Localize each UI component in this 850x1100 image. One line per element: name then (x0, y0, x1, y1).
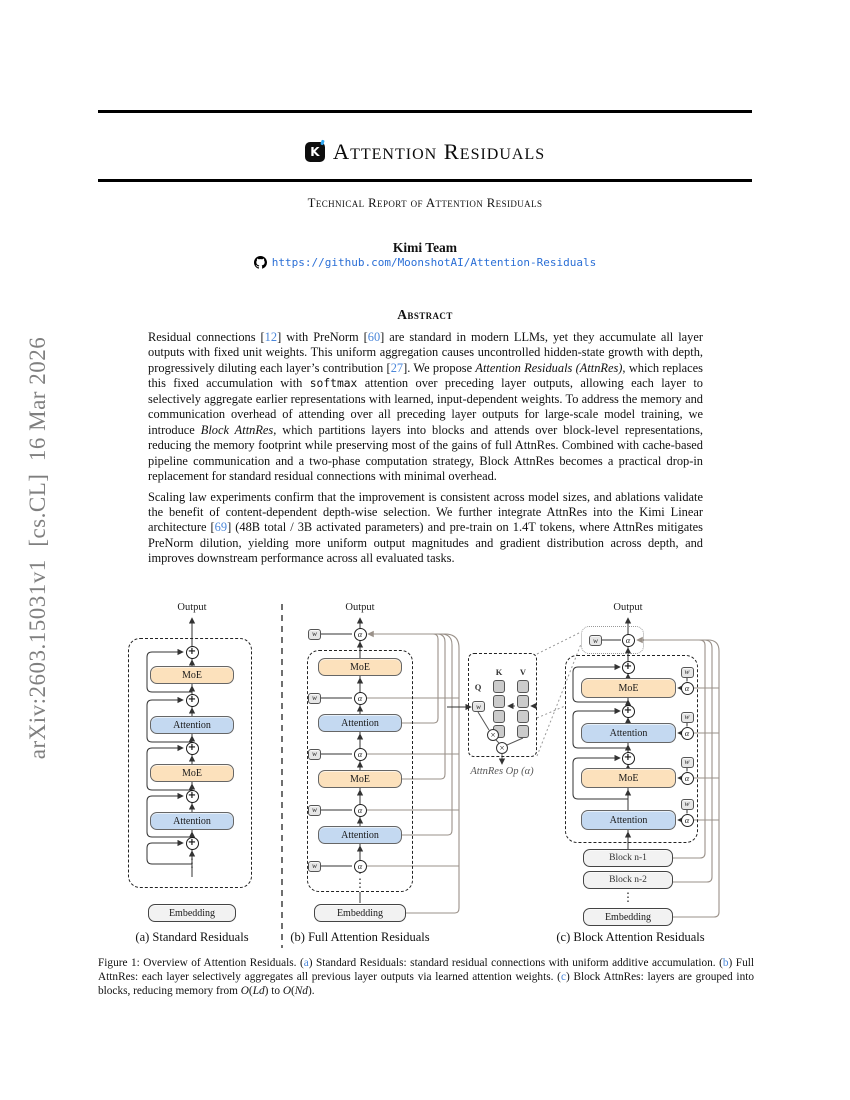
b-attnres-node-5: α (354, 860, 367, 873)
attnres-op-label: AttnRes Op (α) (470, 766, 534, 777)
c-weight-chip-2: w (681, 712, 694, 723)
c-weight-chip-4: w (681, 799, 694, 810)
c-top-attnres-node: α (622, 634, 635, 647)
c-top-weight-chip: w (589, 635, 602, 646)
paper-title: Attention Residuals (332, 139, 546, 164)
c-weight-chip-1: w (681, 667, 694, 678)
a-moe-block-1: MoE (150, 666, 234, 684)
b-output-label: Output (345, 602, 375, 613)
a-attention-block-1: Attention (150, 716, 234, 734)
c-caption: (c) Block Attention Residuals (556, 930, 705, 944)
b-attention-block-2: Attention (318, 826, 402, 844)
title-row (98, 135, 752, 169)
c-attention-block-2: Attention (581, 810, 676, 830)
a-embedding-block: Embedding (148, 904, 236, 922)
c-moe-block-2: MoE (581, 768, 676, 788)
c-attnres-node-2: α (681, 727, 694, 740)
inset-value-cell (517, 710, 529, 723)
inset-key-cell (493, 680, 505, 693)
repo-link[interactable]: https://github.com/MoonshotAI/Attention-Residuals (271, 256, 597, 269)
abstract-heading: Abstract (397, 307, 453, 322)
c-block-n2: Block n-2 (583, 871, 673, 889)
b-weight-chip-1: w (308, 629, 321, 640)
b-attnres-node-2: α (354, 692, 367, 705)
inset-query-weight-chip: w (472, 701, 485, 712)
multiply-icon-av: × (496, 742, 508, 754)
author-name: Kimi Team (392, 240, 458, 255)
c-attention-block-1: Attention (581, 723, 676, 743)
b-attnres-node-3: α (354, 748, 367, 761)
inset-value-cell (517, 725, 529, 738)
c-weight-chip-3: w (681, 757, 694, 768)
abstract-paragraph-1: Residual connections [12] with PreNorm [60] are standard in modern LLMs, yet they accumulate all layer outputs with fixed unit weights. This uniform aggregation causes uncontrolled hidden-state growth with depth, progressively diluting each layer’s contribution [27]. We propose Attention Residuals (AttnRes), which replaces this fixed accumulation with softmax attention over preceding layer outputs, allowing each layer to selectively aggregate earlier representations with learned, input-dependent weights. To address the memory and communication overhead of attending over all preceding layer outputs for large-scale model training, we introduce Block AttnRes, which partitions layers into blocks and attends over block-level representations, reducing the memory footprint while preserving most of the gains of full AttnRes. Combined with cache-based pipeline communication and a two-phase computation strategy, Block AttnRes becomes a practical drop-in replacement for standard residual connections with minimal overhead. (148, 330, 704, 484)
kimi-logo-accent (320, 140, 324, 146)
abstract-body (148, 330, 703, 567)
abstract-paragraph-2: Scaling law experiments confirm that the improvement is consistent across model sizes, and ablations validate the benefit of content-dependent depth-wise selection. We further integrate AttnRes into the Kimi Linear architecture [69] (48B total / 3B activated parameters) and pre-train on 1.4T tokens, where AttnRes mitigates PreNorm dilution, yielding more uniform output magnitudes and gradient distribution across depth, and improves downstream performance across all evaluated tasks. (148, 489, 703, 566)
a-ellipsis: ⋮ (186, 856, 198, 870)
b-weight-chip-4: w (308, 805, 321, 816)
b-caption: (b) Full Attention Residuals (290, 930, 430, 944)
figure-1 (95, 596, 755, 954)
paper-subtitle: Technical Report of Attention Residuals (307, 196, 543, 210)
b-attnres-node-4: α (354, 804, 367, 817)
arxiv-stamp: arXiv:2603.15031v1 [cs.CL] 16 Mar 2026 (25, 336, 50, 760)
c-attnres-node-3: α (681, 772, 694, 785)
inset-v-label: V (519, 667, 527, 677)
inset-q-label: Q (474, 682, 482, 692)
c-ellipsis: ⋮ (622, 890, 634, 904)
a-add-icon-4: + (186, 790, 199, 803)
b-embedding-block: Embedding (314, 904, 406, 922)
c-moe-block-1: MoE (581, 678, 676, 698)
inset-key-cell (493, 695, 505, 708)
a-add-icon-2: + (186, 694, 199, 707)
c-attnres-node-4: α (681, 814, 694, 827)
b-moe-block-2: MoE (318, 770, 402, 788)
kimi-logo-letter: K (310, 145, 320, 159)
a-add-icon-3: + (186, 742, 199, 755)
c-embedding-block: Embedding (583, 908, 673, 926)
c-add-icon-2: + (622, 705, 635, 718)
b-weight-chip-5: w (308, 861, 321, 872)
b-weight-chip-2: w (308, 693, 321, 704)
kimi-logo-icon (305, 142, 325, 162)
repo-link-row (98, 256, 752, 269)
figure-caption: Figure 1: Overview of Attention Residuals. (a) Standard Residuals: standard residual connections with uniform additive accumulation. (b) Full AttnRes: each layer selectively aggregates all previous layer outputs via learned attention weights. (c) Block AttnRes: layers are grouped into blocks, reducing memory from O(Ld) to O(Nd). (98, 957, 755, 997)
c-add-icon-1: + (622, 661, 635, 674)
inset-value-cell (517, 680, 529, 693)
b-attnres-node-1: α (354, 628, 367, 641)
a-caption: (a) Standard Residuals (135, 930, 249, 944)
inset-k-label: K (495, 667, 503, 677)
header-rule-top (98, 110, 752, 113)
multiply-icon-qk: × (487, 729, 499, 741)
c-block-n1: Block n-1 (583, 849, 673, 867)
a-output-label: Output (177, 602, 207, 613)
a-attention-block-2: Attention (150, 812, 234, 830)
b-weight-chip-3: w (308, 749, 321, 760)
a-add-icon-5: + (186, 837, 199, 850)
c-attnres-node-1: α (681, 682, 694, 695)
inset-key-cell (493, 710, 505, 723)
b-attention-block-1: Attention (318, 714, 402, 732)
inset-value-cell (517, 695, 529, 708)
b-moe-block-1: MoE (318, 658, 402, 676)
c-add-icon-3: + (622, 752, 635, 765)
github-icon (254, 256, 267, 269)
b-ellipsis: ⋮ (354, 876, 366, 890)
header-rule-bottom (98, 179, 752, 182)
a-add-icon-1: + (186, 646, 199, 659)
a-moe-block-2: MoE (150, 764, 234, 782)
c-output-label: Output (613, 602, 643, 613)
